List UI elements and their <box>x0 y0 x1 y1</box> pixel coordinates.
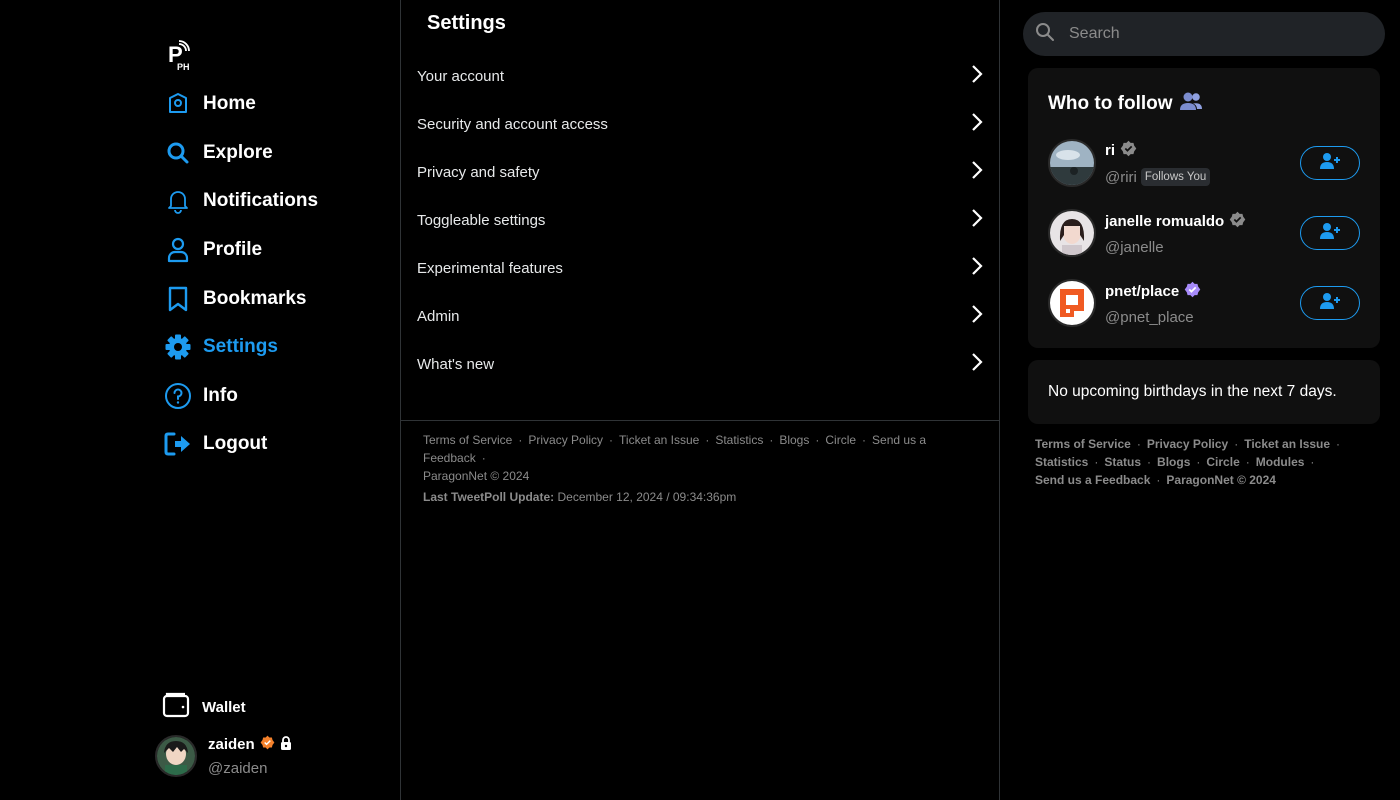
footer-separator: · <box>1136 437 1141 451</box>
current-user-name-row <box>208 735 292 754</box>
center-footer <box>401 420 999 516</box>
footer-link-terms[interactable]: Terms of Service <box>423 433 513 447</box>
footer-separator: · <box>1156 473 1161 487</box>
search-input[interactable] <box>1069 25 1359 43</box>
suggested-user-handle: @riri <box>1105 168 1137 186</box>
nav-notifications[interactable] <box>164 177 318 226</box>
tweetpoll-update-value: December 12, 2024 / 09:34:36pm <box>557 490 737 504</box>
avatar <box>155 735 197 777</box>
wallet-label: Wallet <box>202 699 246 716</box>
bookmark-icon <box>164 285 192 313</box>
verified-badge-icon <box>1229 211 1246 232</box>
nav-info[interactable] <box>164 372 318 421</box>
footer-link-blogs[interactable]: Blogs <box>779 433 810 447</box>
left-sidebar <box>0 0 400 800</box>
current-user-name: zaiden <box>208 736 255 753</box>
nav-logout-label: Logout <box>203 433 268 455</box>
current-user-handle: @zaiden <box>208 760 268 777</box>
logout-icon <box>164 430 192 458</box>
birthdays-card <box>1028 360 1380 424</box>
tweetpoll-update-label: Last TweetPoll Update: <box>423 490 555 504</box>
suggested-user-name[interactable]: ri <box>1105 142 1116 159</box>
settings-item-toggleable[interactable] <box>401 196 999 244</box>
footer-separator: · <box>1094 455 1099 469</box>
settings-panel <box>400 0 1000 800</box>
chevron-right-icon <box>970 304 984 329</box>
verified-badge-icon <box>1184 281 1201 302</box>
chevron-right-icon <box>970 208 984 233</box>
footer-link-ticket[interactable]: Ticket an Issue <box>1244 437 1331 451</box>
nav-profile-label: Profile <box>203 239 263 261</box>
right-footer <box>1035 435 1355 489</box>
footer-link-feedback[interactable]: Send us a Feedback <box>1035 473 1151 487</box>
footer-link-circle[interactable]: Circle <box>1206 455 1240 469</box>
nav-settings-label: Settings <box>203 336 278 358</box>
footer-separator: · <box>1196 455 1201 469</box>
suggested-user-name[interactable]: pnet/place <box>1105 282 1180 300</box>
suggested-user-handle-row <box>1105 239 1300 256</box>
avatar[interactable] <box>1048 279 1096 327</box>
follow-button[interactable] <box>1300 216 1360 250</box>
footer-link-blogs[interactable]: Blogs <box>1157 455 1191 469</box>
suggested-user-row <box>1048 275 1360 331</box>
footer-separator: · <box>862 433 867 447</box>
suggested-user-handle-row <box>1105 309 1300 326</box>
footer-link-statistics[interactable]: Statistics <box>1035 455 1089 469</box>
settings-item-privacy[interactable] <box>401 148 999 196</box>
wallet-icon <box>162 692 190 723</box>
suggested-user-handle: @pnet_place <box>1105 308 1194 326</box>
suggested-user-row <box>1048 135 1360 191</box>
home-icon <box>164 90 192 118</box>
wallet-link[interactable] <box>162 692 246 723</box>
who-to-follow-card <box>1028 68 1380 348</box>
user-icon <box>164 236 192 264</box>
lock-icon <box>280 736 292 754</box>
nav-bookmarks[interactable] <box>164 274 318 323</box>
footer-separator: · <box>705 433 710 447</box>
follows-you-badge: Follows You <box>1141 168 1210 186</box>
settings-item-label: Experimental features <box>417 259 563 277</box>
nav-explore-label: Explore <box>203 141 273 163</box>
settings-item-label: Your account <box>417 67 505 85</box>
suggested-user-name-row <box>1105 281 1300 302</box>
settings-item-your-account[interactable] <box>401 52 999 100</box>
footer-link-modules[interactable]: Modules <box>1255 455 1305 469</box>
nav-home[interactable] <box>164 80 318 129</box>
footer-links <box>423 431 977 485</box>
footer-separator: · <box>769 433 774 447</box>
footer-separator: · <box>1336 437 1341 451</box>
users-icon <box>1179 91 1203 117</box>
tweetpoll-update <box>423 488 977 506</box>
footer-link-privacy[interactable]: Privacy Policy <box>1146 437 1229 451</box>
page-title: Settings <box>427 12 506 34</box>
footer-link-status[interactable]: Status <box>1104 455 1142 469</box>
settings-item-admin[interactable] <box>401 292 999 340</box>
bell-icon <box>164 187 192 215</box>
avatar[interactable] <box>1048 209 1096 257</box>
settings-item-label: Admin <box>417 307 460 325</box>
suggested-user-name-row <box>1105 140 1300 161</box>
footer-separator: · <box>1147 455 1152 469</box>
footer-link-privacy[interactable]: Privacy Policy <box>528 433 604 447</box>
follow-button[interactable] <box>1300 286 1360 320</box>
search-box[interactable] <box>1023 12 1385 56</box>
who-to-follow-title-row <box>1048 91 1203 117</box>
footer-link-statistics[interactable]: Statistics <box>715 433 764 447</box>
verified-badge-icon <box>260 735 275 754</box>
nav-settings[interactable] <box>164 323 318 372</box>
search-icon <box>164 139 192 167</box>
chevron-right-icon <box>970 160 984 185</box>
user-plus-icon <box>1319 222 1341 245</box>
nav-home-label: Home <box>203 93 256 115</box>
right-sidebar <box>1000 0 1400 800</box>
footer-link-terms[interactable]: Terms of Service <box>1035 437 1131 451</box>
footer-link-circle[interactable]: Circle <box>825 433 857 447</box>
nav-logout[interactable] <box>164 420 318 469</box>
question-circle-icon <box>164 382 192 410</box>
nav-explore[interactable] <box>164 129 318 178</box>
avatar[interactable] <box>1048 139 1096 187</box>
footer-separator: · <box>1234 437 1239 451</box>
current-user-info <box>208 735 292 777</box>
suggested-user-handle-row <box>1105 168 1300 186</box>
paragon-logo[interactable] <box>166 40 196 72</box>
chevron-right-icon <box>970 352 984 377</box>
svg-text:P: P <box>168 42 183 67</box>
footer-copyright: ParagonNet © 2024 <box>1166 473 1276 487</box>
settings-item-security[interactable] <box>401 100 999 148</box>
logo-text: PH <box>177 62 190 72</box>
chevron-right-icon <box>970 112 984 137</box>
settings-item-label: What's new <box>417 355 495 373</box>
user-plus-icon <box>1319 152 1341 175</box>
footer-separator: · <box>1310 455 1315 469</box>
chevron-right-icon <box>970 256 984 281</box>
footer-link-feedback[interactable]: Send us a Feedback <box>423 433 927 465</box>
who-to-follow-title: Who to follow <box>1048 93 1173 114</box>
settings-list <box>401 52 999 388</box>
suggested-user-info <box>1105 140 1300 186</box>
nav-info-label: Info <box>203 384 238 406</box>
suggested-user-handle: @janelle <box>1105 238 1164 256</box>
footer-separator: · <box>518 433 523 447</box>
chevron-right-icon <box>970 64 984 89</box>
suggested-user-row <box>1048 205 1360 261</box>
footer-copyright: ParagonNet © 2024 <box>423 469 530 483</box>
settings-item-label: Privacy and safety <box>417 163 540 181</box>
footer-separator: · <box>815 433 820 447</box>
settings-item-label: Toggleable settings <box>417 211 546 229</box>
footer-separator: · <box>481 451 486 465</box>
footer-separator: · <box>1245 455 1250 469</box>
nav-profile[interactable] <box>164 226 318 275</box>
suggested-user-name[interactable]: janelle romualdo <box>1105 212 1225 230</box>
nav-notifications-label: Notifications <box>203 190 319 212</box>
birthdays-message: No upcoming birthdays in the next 7 days. <box>1048 383 1337 400</box>
footer-link-ticket[interactable]: Ticket an Issue <box>619 433 700 447</box>
follow-button[interactable] <box>1300 146 1360 180</box>
settings-item-experimental[interactable] <box>401 244 999 292</box>
settings-item-whats-new[interactable] <box>401 340 999 388</box>
suggested-user-info <box>1105 211 1300 256</box>
verified-badge-icon <box>1120 140 1137 161</box>
gear-icon <box>164 333 192 361</box>
main-nav <box>164 80 318 469</box>
current-user-card[interactable] <box>155 735 292 777</box>
settings-item-label: Security and account access <box>417 115 608 133</box>
suggested-user-name-row <box>1105 211 1300 232</box>
search-icon <box>1035 22 1055 47</box>
suggested-user-info <box>1105 281 1300 326</box>
user-plus-icon <box>1319 292 1341 315</box>
nav-bookmarks-label: Bookmarks <box>203 287 307 309</box>
footer-separator: · <box>609 433 614 447</box>
